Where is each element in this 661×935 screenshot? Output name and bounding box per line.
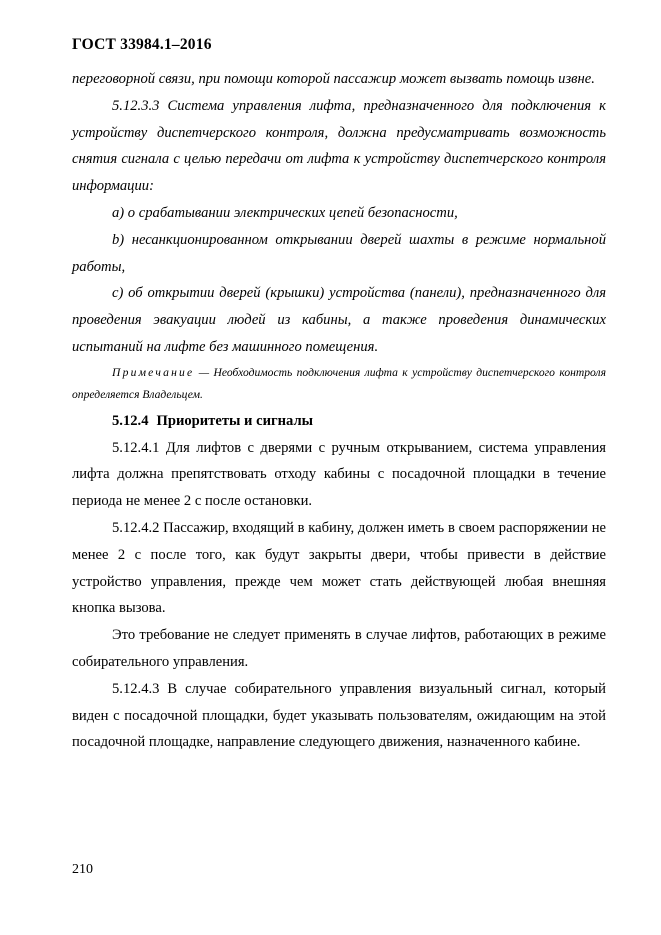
list-item-a: а) о срабатывании электрических цепей безопасности,	[112, 204, 458, 221]
note-label: Примечание	[112, 365, 195, 379]
paragraph-5-12-3-3: 5.12.3.3 Система управления лифта, предназначенного для подключения к устройству диспетчерского контроля, должна предусматривать возможность снятия сигнала с целью передачи от лифта к устройству диспетчерского контроля информации:	[72, 97, 606, 195]
list-item-b: b) несанкционированном открывании дверей шахты в режиме нормальной работы,	[72, 231, 606, 275]
paragraph-5-12-4-1: 5.12.4.1 Для лифтов с дверями с ручным открыванием, система управления лифта должна препятствовать отходу кабины с посадочной площадки в течение периода не менее 2 с после остановки.	[72, 439, 606, 510]
paragraph-5-12-4-2: 5.12.4.2 Пассажир, входящий в кабину, должен иметь в своем распоряжении не менее 2 с после того, как будут закрыты двери, чтобы привести в действие устройство управления, прежде чем может стать действующей любая внешняя кнопка вызова.	[72, 519, 606, 617]
section-title: Приоритеты и сигналы	[156, 412, 314, 429]
document-header: ГОСТ 33984.1–2016	[72, 36, 212, 53]
note-text: — Необходимость подключения лифта к устройству диспетчерского контроля определяется Владельцем.	[72, 365, 606, 401]
section-heading	[72, 408, 606, 435]
paragraph-5-12-4-2-note: Это требование не следует применять в случае лифтов, работающих в режиме собирательного управления.	[72, 627, 606, 670]
page-number: 210	[72, 862, 93, 877]
note	[72, 362, 606, 406]
paragraph-5-12-4-3: 5.12.4.3 В случае собирательного управления визуальный сигнал, который виден с посадочной площадки, будет указывать пользователям, ожидающим на этой посадочной площадке, направление следующего движения, назначенного кабине.	[72, 680, 606, 751]
list-item-c: с) об открытии дверей (крышки) устройства (панели), предназначенного для проведения эвакуации людей из кабины, а также проведения динамических испытаний на лифте без машинного помещения.	[72, 285, 606, 355]
section-number: 5.12.4	[112, 412, 149, 429]
paragraph-continuation: переговорной связи, при помощи которой пассажир может вызвать помощь извне.	[72, 71, 595, 87]
document-body	[72, 66, 606, 756]
